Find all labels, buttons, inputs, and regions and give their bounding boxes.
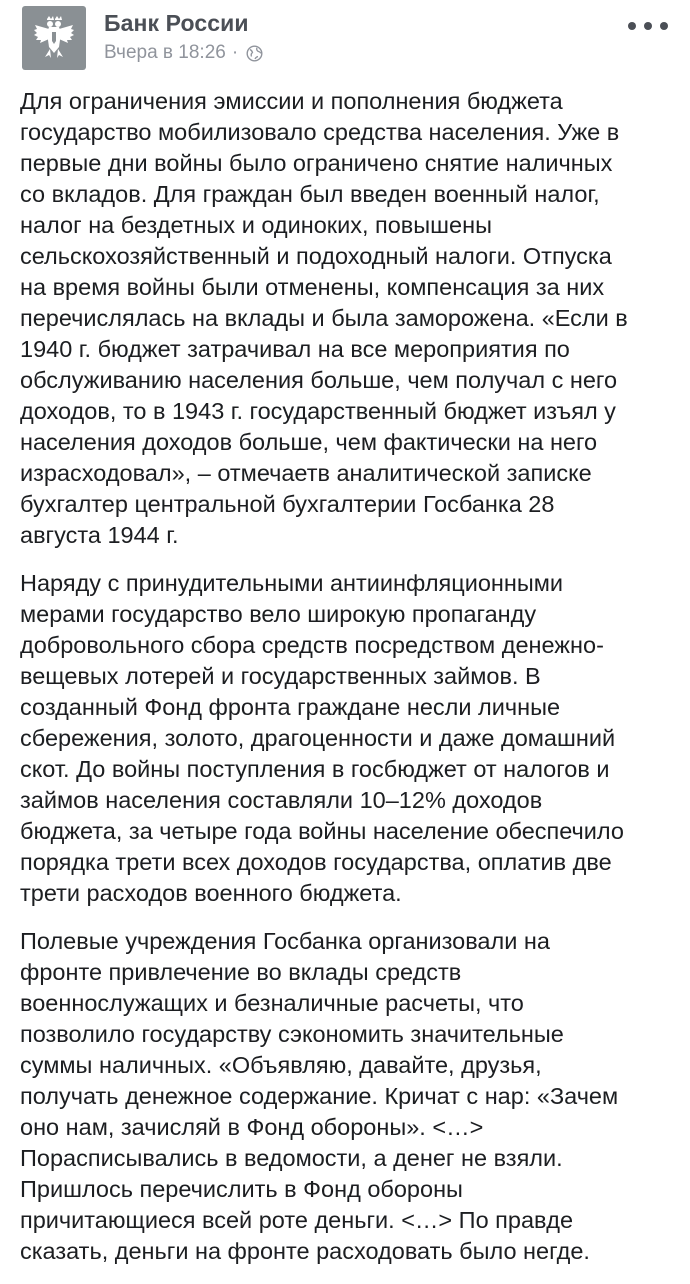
- paragraph-2: Наряду с принудительными антиинфляционными мерами государство вело широкую пропаганду добровольного сбора средств посредством денежно- вещевых лотерей и государственных займов. В созданный Фонд фронта граждане несли личные сбережения, золото, драгоценности и даже домашний скот. До войны поступления в госбюджет от налогов и займов населения составляли 10–12% доходов бюджета, за четыре года войны население обеспечило порядка трети всех доходов государства, оплатив две трети расходов военного бюджета.: [20, 570, 624, 906]
- dot: [644, 22, 652, 30]
- dot: [628, 22, 636, 30]
- page-name[interactable]: Банк России: [104, 10, 249, 36]
- post-text: [20, 86, 670, 1284]
- dot: [660, 22, 668, 30]
- more-options-icon[interactable]: [628, 14, 668, 38]
- paragraph-1: Для ограничения эмиссии и пополнения бюджета государство мобилизовало средства населения. Уже в первые дни войны было ограничено снятие наличных со вкладов. Для граждан был введен военный налог, налог на бездетных и одиноких, повышены сельскохозяйственный и подоходный налоги. Отпуска на время войны были отменены, компенсация за них перечислялась на вклады и была заморожена. «Если в 1940 г. бюджет затрачивал на все мероприятия по обслуживанию населения больше, чем получал с него доходов, то в 1943 г. государственный бюджет изъял у населения доходов больше, чем фактически на него израсходовал», – отмечаетв аналитической записке бухгалтер центральной бухгалтерии Госбанка 28 августа 1944 г.: [20, 88, 628, 548]
- double-headed-eagle-logo: [29, 13, 79, 63]
- post-header: [0, 0, 690, 80]
- avatar[interactable]: [22, 6, 86, 70]
- globe-icon: [246, 45, 263, 62]
- meta-separator: ·: [231, 42, 239, 63]
- post-timestamp[interactable]: Вчера в 18:26: [104, 42, 226, 63]
- post-meta: [104, 42, 263, 64]
- paragraph-3: Полевые учреждения Госбанка организовали на фронте привлечение во вклады средств военнослужащих и безналичные расчеты, что позволило государству сэкономить значительные суммы наличных. «Объявляю, давайте, друзья, получать денежное содержание. Кричат с нар: «Зачем оно нам, зачисляй в Фонд обороны». <…> Порасписывались в ведомости, а денег не взяли. Пришлось перечислить в Фонд обороны причитающиеся всей роте деньги. <…> По правде сказать, деньги на фронте расходовать было негде.: [20, 928, 619, 1264]
